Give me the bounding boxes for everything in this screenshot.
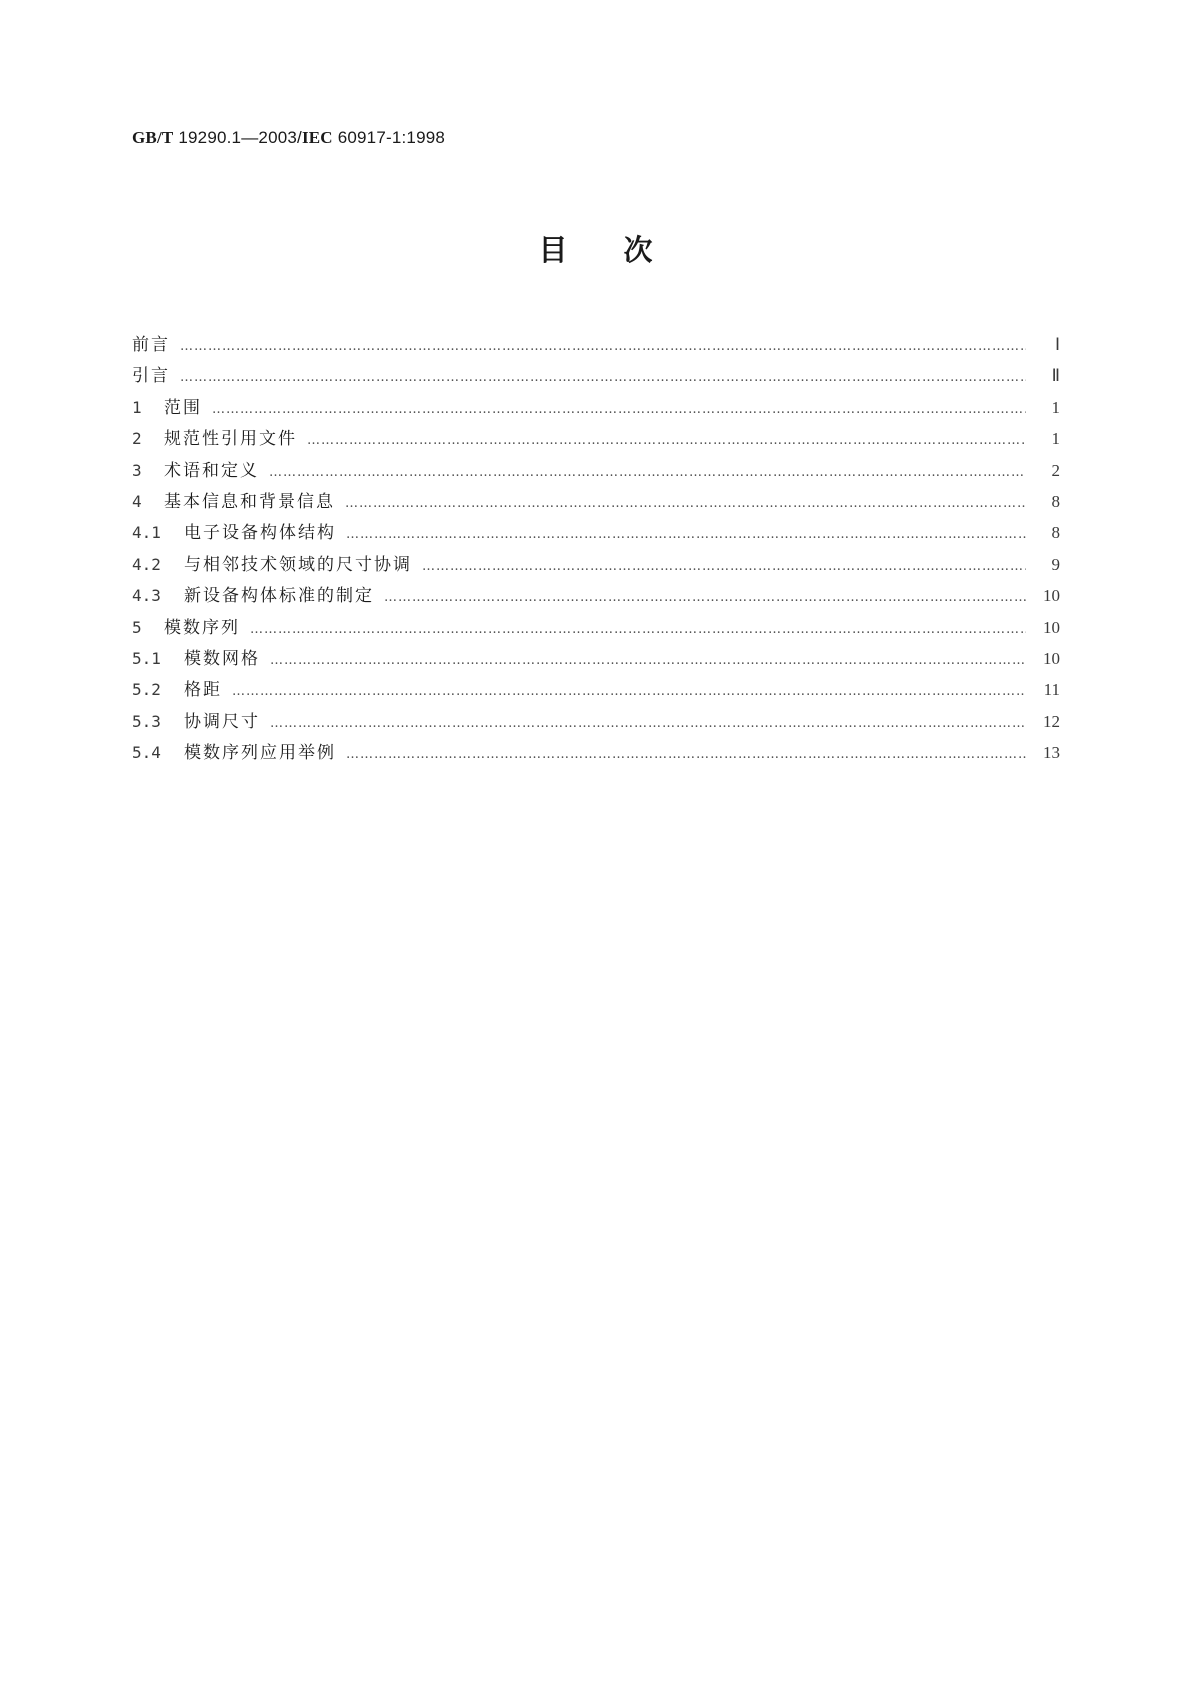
toc-entry-label: 模数网格 <box>184 648 260 669</box>
toc-entry-number: 5.1 <box>132 648 161 668</box>
toc-entry-page: 10 <box>1043 648 1060 668</box>
toc-entry-number: 4 <box>132 491 142 511</box>
toc-entry[interactable] <box>132 738 1060 769</box>
standard-prefix: GB/T <box>132 128 174 147</box>
toc-entry-label: 引言 <box>132 366 170 387</box>
toc-leader-dots <box>180 370 1026 385</box>
standard-number: 19290.1—2003/ <box>173 128 302 147</box>
toc-entry[interactable] <box>132 675 1060 706</box>
toc-entry-label: 协调尺寸 <box>184 711 260 732</box>
toc-entry[interactable] <box>132 393 1060 424</box>
document-code-header <box>132 128 445 148</box>
toc-leader-dots <box>384 590 1026 605</box>
toc-entry-page: 12 <box>1043 711 1060 731</box>
toc-entry[interactable] <box>132 456 1060 487</box>
toc-entry[interactable] <box>132 424 1060 455</box>
toc-entry-page: 8 <box>1051 523 1060 543</box>
table-of-contents <box>132 330 1060 769</box>
toc-entry-page: 10 <box>1043 617 1060 637</box>
toc-entry-label: 电子设备构体结构 <box>184 523 336 544</box>
toc-leader-dots <box>307 433 1026 448</box>
toc-entry-page: 9 <box>1051 554 1060 574</box>
toc-entry-number: 2 <box>132 429 142 449</box>
toc-leader-dots <box>346 747 1026 762</box>
toc-leader-dots <box>422 559 1026 574</box>
toc-entry-number: 5.4 <box>132 743 161 763</box>
toc-leader-dots <box>270 653 1026 668</box>
toc-entry-label: 基本信息和背景信息 <box>164 491 335 512</box>
toc-leader-dots <box>180 339 1026 354</box>
page-title: 目次 <box>538 233 709 267</box>
toc-entry-number: 4.3 <box>132 586 161 606</box>
toc-entry[interactable] <box>132 644 1060 675</box>
toc-entry-page: 11 <box>1043 680 1060 700</box>
toc-leader-dots <box>250 622 1026 637</box>
toc-entry-page: 1 <box>1051 429 1060 449</box>
toc-entry-label: 前言 <box>132 335 170 355</box>
toc-entry[interactable] <box>132 581 1060 612</box>
toc-entry-number: 3 <box>132 460 142 480</box>
toc-entry[interactable] <box>132 550 1060 581</box>
toc-entry-label: 术语和定义 <box>164 460 259 481</box>
toc-entry-label: 新设备构体标准的制定 <box>184 586 374 607</box>
toc-entry-number: 1 <box>132 397 142 417</box>
toc-entry-label: 规范性引用文件 <box>164 429 297 450</box>
iec-number: 60917-1:1998 <box>332 128 446 147</box>
toc-entry[interactable] <box>132 518 1060 549</box>
toc-entry-page: 13 <box>1043 743 1060 763</box>
toc-entry[interactable] <box>132 487 1060 518</box>
iec-prefix: IEC <box>301 128 333 147</box>
toc-entry-page: 8 <box>1051 491 1060 511</box>
toc-leader-dots <box>270 716 1026 731</box>
toc-entry-label: 与相邻技术领域的尺寸协调 <box>184 554 412 575</box>
toc-entry-label: 格距 <box>184 680 222 701</box>
toc-leader-dots <box>212 402 1026 417</box>
toc-entry-label: 模数序列应用举例 <box>184 743 336 764</box>
toc-entry-page: Ⅰ <box>1054 335 1060 354</box>
toc-entry-page: 1 <box>1051 397 1060 417</box>
toc-leader-dots <box>232 684 1026 699</box>
toc-entry-page: 10 <box>1043 586 1060 606</box>
toc-entry[interactable] <box>132 707 1060 738</box>
toc-entry-number: 5.2 <box>132 680 161 700</box>
toc-entry-number: 4.1 <box>132 523 161 543</box>
toc-entry[interactable] <box>132 613 1060 644</box>
toc-leader-dots <box>346 527 1026 542</box>
toc-entry-number: 4.2 <box>132 554 161 574</box>
toc-entry-page: Ⅱ <box>1051 366 1060 386</box>
toc-entry-label: 模数序列 <box>164 617 240 638</box>
toc-entry-number: 5 <box>132 617 142 637</box>
toc-entry-number: 5.3 <box>132 711 161 731</box>
toc-entry-page: 2 <box>1051 460 1060 480</box>
toc-entry[interactable] <box>132 361 1060 392</box>
toc-entry[interactable] <box>132 330 1060 361</box>
toc-leader-dots <box>345 496 1026 511</box>
toc-entry-label: 范围 <box>164 397 202 418</box>
toc-leader-dots <box>269 465 1026 480</box>
